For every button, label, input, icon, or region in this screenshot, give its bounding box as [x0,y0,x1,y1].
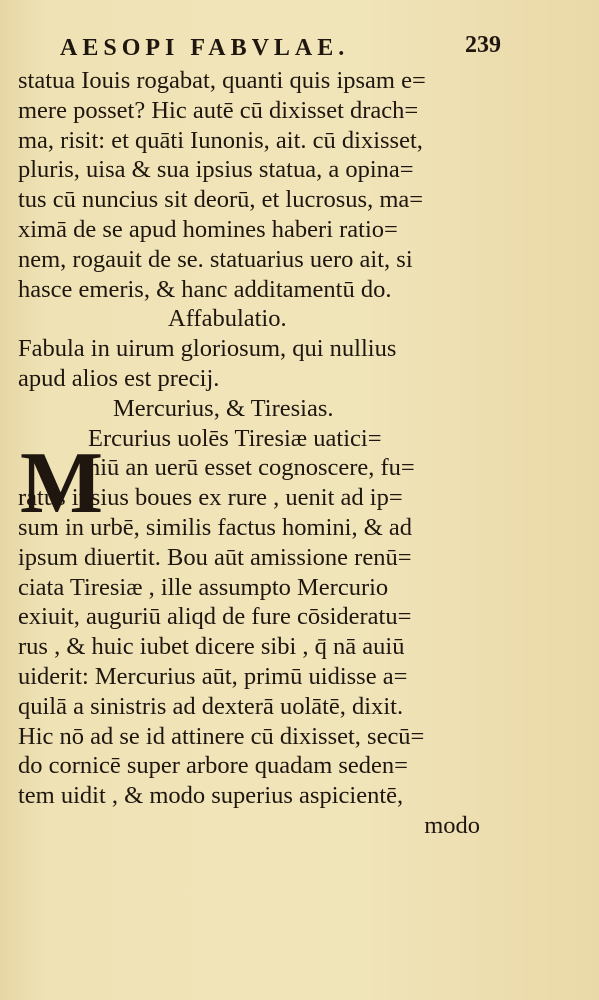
story-line: ratus ipsius boues ex rure , uenit ad ip= [18,484,403,512]
page-number: 239 [465,32,501,58]
story-line: rus , & huic iubet dicere sibi , q̄ nā auiū [18,633,405,661]
text-line: hasce emeris, & hanc additamentū do. [18,275,392,303]
story-line: ciata Tiresiæ , ille assumpto Mercurio [18,573,389,601]
text-line: nem, rogauit de se. statuarius uero ait, si [18,245,413,273]
story-line: sum in urbē, similis factus homini, & ad [18,513,413,541]
drop-cap: M [20,435,104,532]
fable-title: Mercurius, & Tiresias. [113,394,334,422]
story-line: niū an uerū esset cognoscere, fu= [88,454,415,482]
text-line: ma, risit: et quāti Iunonis, ait. cū dixisset, [18,126,423,154]
story-line: Ercurius uolēs Tiresiæ uatici= [88,424,382,452]
section-heading-affabulatio: Affabulatio. [168,305,287,333]
catchword: modo [424,811,480,839]
text-line: pluris, uisa & sua ipsius statua, a opina= [18,156,414,184]
story-line: ipsum diuertit. Bou aūt amissione renū= [18,543,412,571]
text-line: mere posset? Hic autē cū dixisset drach= [18,96,419,124]
story-line: tem uidit , & modo superius aspicientē, [18,782,404,810]
text-line: tus cū nuncius sit deorū, et lucrosus, ma= [18,186,424,214]
story-line: quilā a sinistris ad dexterā uolātē, dixit. [18,692,404,720]
story-line: exiuit, auguriū aliqd de fure cōsideratu= [18,603,412,631]
running-head [60,28,499,68]
text-line: statua Iouis rogabat, quanti quis ipsam e= [18,67,426,94]
story-line: Hic nō ad se id attinere cū dixisset, secū= [18,722,425,750]
moral-line: apud alios est precij. [18,364,220,392]
moral-line: Fabula in uirum gloriosum, qui nullius [18,335,397,363]
text-line: ximā de se apud homines haberi ratio= [18,215,398,243]
story-line: do cornicē super arbore quadam seden= [18,752,409,780]
running-title: AESOPI FABVLAE. [60,34,350,61]
story-line: uiderit: Mercurius aūt, primū uidisse a= [18,662,408,690]
